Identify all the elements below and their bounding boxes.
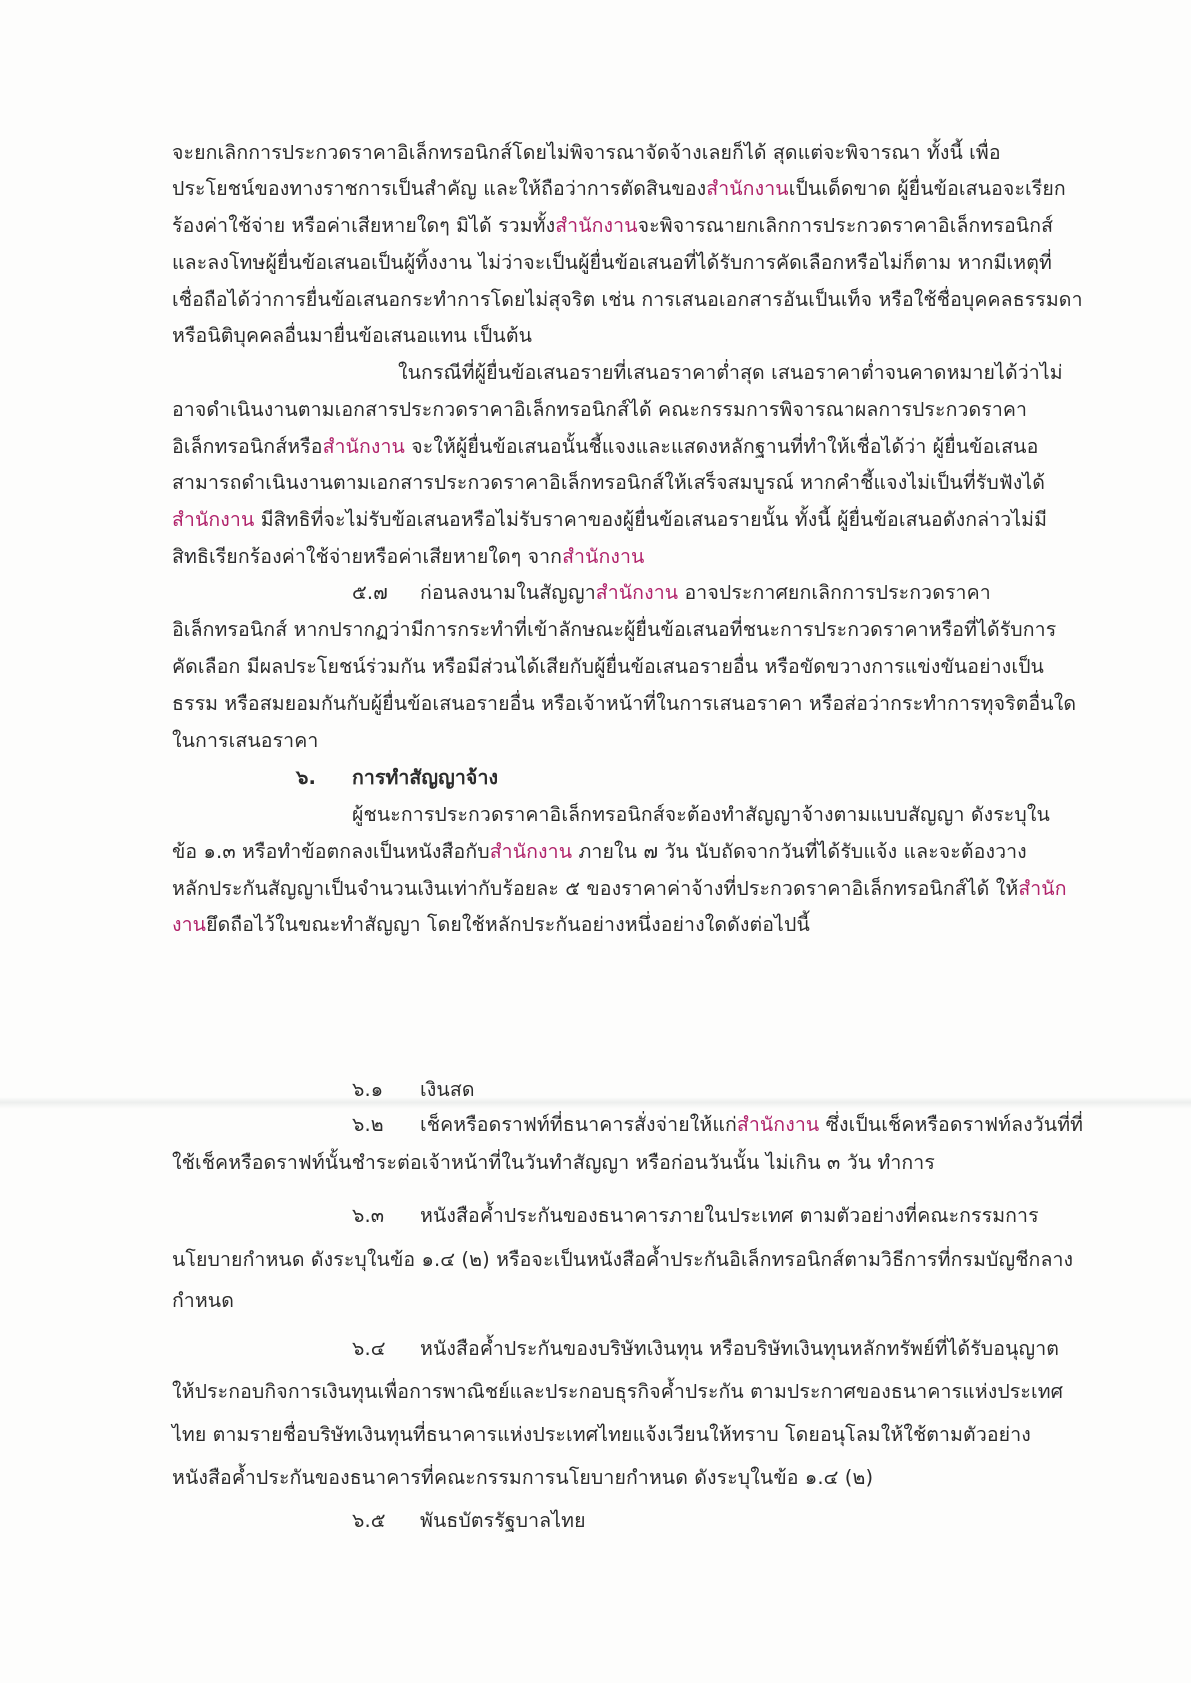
- text-line: ธรรม หรือสมยอมกันกับผู้ยื่นข้อเสนอรายอื่น หรือเจ้าหน้าที่ในการเสนอราคา หรือส่อว่ากระทำการทุจริตอื่นใด: [172, 692, 1077, 715]
- clause-number: ๕.๗: [352, 581, 388, 604]
- text-line: หรือนิติบุคคลอื่นมายื่นข้อเสนอแทน เป็นต้น: [172, 324, 533, 347]
- office-highlight: สำนักงาน: [595, 581, 679, 604]
- text-line: เงินสด: [420, 1078, 475, 1101]
- clause-number: ๖.๑: [352, 1078, 384, 1101]
- text-line: หนังสือค้ำประกันของธนาคารที่คณะกรรมการนโยบายกำหนด ดังระบุในข้อ ๑.๔ (๒): [172, 1466, 874, 1489]
- scan-artifact: [0, 1097, 1191, 1109]
- text-line: จะยกเลิกการประกวดราคาอิเล็กทรอนิกส์โดยไม่พิจารณาจัดจ้างเลยก็ได้ สุดแต่จะพิจารณา ทั้งนี้ เพื่อ: [172, 141, 1001, 164]
- text-line: ในการเสนอราคา: [172, 729, 319, 752]
- text-line: ข้อ ๑.๓ หรือทำข้อตกลงเป็นหนังสือกับสำนักงาน ภายใน ๗ วัน นับถัดจากวันที่ได้รับแจ้ง และจะต้องวาง: [172, 840, 1027, 863]
- clause-number: ๖.๓: [352, 1204, 385, 1227]
- text-line: สิทธิเรียกร้องค่าใช้จ่ายหรือค่าเสียหายใดๆ จากสำนักงาน: [172, 545, 645, 568]
- text-line: อาจดำเนินงานตามเอกสารประกวดราคาอิเล็กทรอนิกส์ได้ คณะกรรมการพิจารณาผลการประกวดราคา: [172, 398, 1028, 421]
- text-line: ไทย ตามรายชื่อบริษัทเงินทุนที่ธนาคารแห่งประเทศไทยแจ้งเวียนให้ทราบ โดยอนุโลมให้ใช้ตามตัวอย่าง: [172, 1423, 1031, 1446]
- text-line: และลงโทษผู้ยื่นข้อเสนอเป็นผู้ทิ้งงาน ไม่ว่าจะเป็นผู้ยื่นข้อเสนอที่ได้รับการคัดเลือกหรือไม่ก็ตาม หากมีเหตุที่: [172, 251, 1052, 274]
- text-line: หนังสือค้ำประกันของบริษัทเงินทุน หรือบริษัทเงินทุนหลักทรัพย์ที่ได้รับอนุญาต: [420, 1337, 1060, 1360]
- office-highlight: สำนักงาน: [489, 840, 573, 863]
- text-line: ใช้เช็คหรือดราฟท์นั้นชำระต่อเจ้าหน้าที่ในวันทำสัญญา หรือก่อนวันนั้น ไม่เกิน ๓ วัน ทำการ: [172, 1151, 935, 1174]
- text-line: พันธบัตรรัฐบาลไทย: [420, 1509, 586, 1532]
- office-highlight: สำนักงาน: [555, 214, 638, 237]
- office-highlight: สำนักงาน: [706, 177, 789, 200]
- text-line: อิเล็กทรอนิกส์หรือสำนักงาน จะให้ผู้ยื่นข้อเสนอนั้นชี้แจงและแสดงหลักฐานที่ทำให้เชื่อได้ว่า ผู้ยื่นข้อเสนอ: [172, 435, 1039, 458]
- text-line: อิเล็กทรอนิกส์ หากปรากฏว่ามีการกระทำที่เข้าลักษณะผู้ยื่นข้อเสนอที่ชนะการประกวดราคาหรือที่ได้รับการ: [172, 618, 1057, 641]
- text-line: คัดเลือก มีผลประโยชน์ร่วมกัน หรือมีส่วนได้เสียกับผู้ยื่นข้อเสนอรายอื่น หรือขัดขวางการแข่งขันอย่างเป็น: [172, 655, 1044, 678]
- office-highlight: สำนักงาน: [172, 508, 255, 531]
- text-line: สามารถดำเนินงานตามเอกสารประกวดราคาอิเล็กทรอนิกส์ให้เสร็จสมบูรณ์ หากคำชี้แจงไม่เป็นที่รับฟังได้: [172, 471, 1046, 494]
- clause-number: ๖.๕: [352, 1509, 386, 1532]
- text-line: นโยบายกำหนด ดังระบุในข้อ ๑.๔ (๒) หรือจะเป็นหนังสือค้ำประกันอิเล็กทรอนิกส์ตามวิธีการที่กรมบัญชีกลาง: [172, 1248, 1074, 1271]
- office-highlight: สำนักงาน: [562, 545, 645, 568]
- text-line: ร้องค่าใช้จ่าย หรือค่าเสียหายใดๆ มิได้ รวมทั้งสำนักงานจะพิจารณายกเลิกการประกวดราคาอิเล็กทรอนิกส์: [172, 214, 1054, 237]
- text-line: ในกรณีที่ผู้ยื่นข้อเสนอรายที่เสนอราคาต่ำสุด เสนอราคาต่ำจนคาดหมายได้ว่าไม่: [398, 361, 1063, 384]
- text-line: ประโยชน์ของทางราชการเป็นสำคัญ และให้ถือว่าการตัดสินของสำนักงานเป็นเด็ดขาด ผู้ยื่นข้อเสนอจะเรียก: [172, 177, 1066, 200]
- office-highlight: สำนักงาน: [322, 435, 405, 458]
- clause-number: ๖.๒: [352, 1113, 384, 1136]
- text-line: หนังสือค้ำประกันของธนาคารภายในประเทศ ตามตัวอย่างที่คณะกรรมการ: [420, 1204, 1039, 1227]
- section-title: การทำสัญญาจ้าง: [352, 766, 499, 789]
- text-line: เชื่อถือได้ว่าการยื่นข้อเสนอกระทำการโดยไม่สุจริต เช่น การเสนอเอกสารอันเป็นเท็จ หรือใช้ชื่อบุคคลธรรมดา: [172, 288, 1083, 311]
- office-highlight: งาน: [172, 913, 207, 936]
- clause-number: ๖.๔: [352, 1337, 386, 1360]
- text-line: ก่อนลงนามในสัญญาสำนักงาน อาจประกาศยกเลิกการประกวดราคา: [420, 581, 991, 604]
- text-line: ให้ประกอบกิจการเงินทุนเพื่อการพาณิชย์และประกอบธุรกิจค้ำประกัน ตามประกาศของธนาคารแห่งประเทศ: [172, 1380, 1064, 1403]
- text-line: เช็คหรือดราฟท์ที่ธนาคารสั่งจ่ายให้แก่สำนักงาน ซึ่งเป็นเช็คหรือดราฟท์ลงวันที่ที่: [420, 1113, 1084, 1136]
- office-highlight: สำนักงาน: [736, 1113, 820, 1136]
- office-highlight: สำนัก: [1018, 877, 1067, 900]
- section-number: ๖.: [296, 766, 316, 789]
- text-line: สำนักงาน มีสิทธิที่จะไม่รับข้อเสนอหรือไม่รับราคาของผู้ยื่นข้อเสนอรายนั้น ทั้งนี้ ผู้ยื่นข้อเสนอดังกล่าวไม่มี: [172, 508, 1048, 531]
- text-line: ผู้ชนะการประกวดราคาอิเล็กทรอนิกส์จะต้องทำสัญญาจ้างตามแบบสัญญา ดังระบุใน: [352, 803, 1050, 826]
- text-line: หลักประกันสัญญาเป็นจำนวนเงินเท่ากับร้อยละ ๕ ของราคาค่าจ้างที่ประกวดราคาอิเล็กทรอนิกส์ได้ ให้สำนัก: [172, 877, 1067, 900]
- text-line: งานยึดถือไว้ในขณะทำสัญญา โดยใช้หลักประกันอย่างหนึ่งอย่างใดดังต่อไปนี้: [172, 913, 810, 936]
- text-line: กำหนด: [172, 1289, 235, 1312]
